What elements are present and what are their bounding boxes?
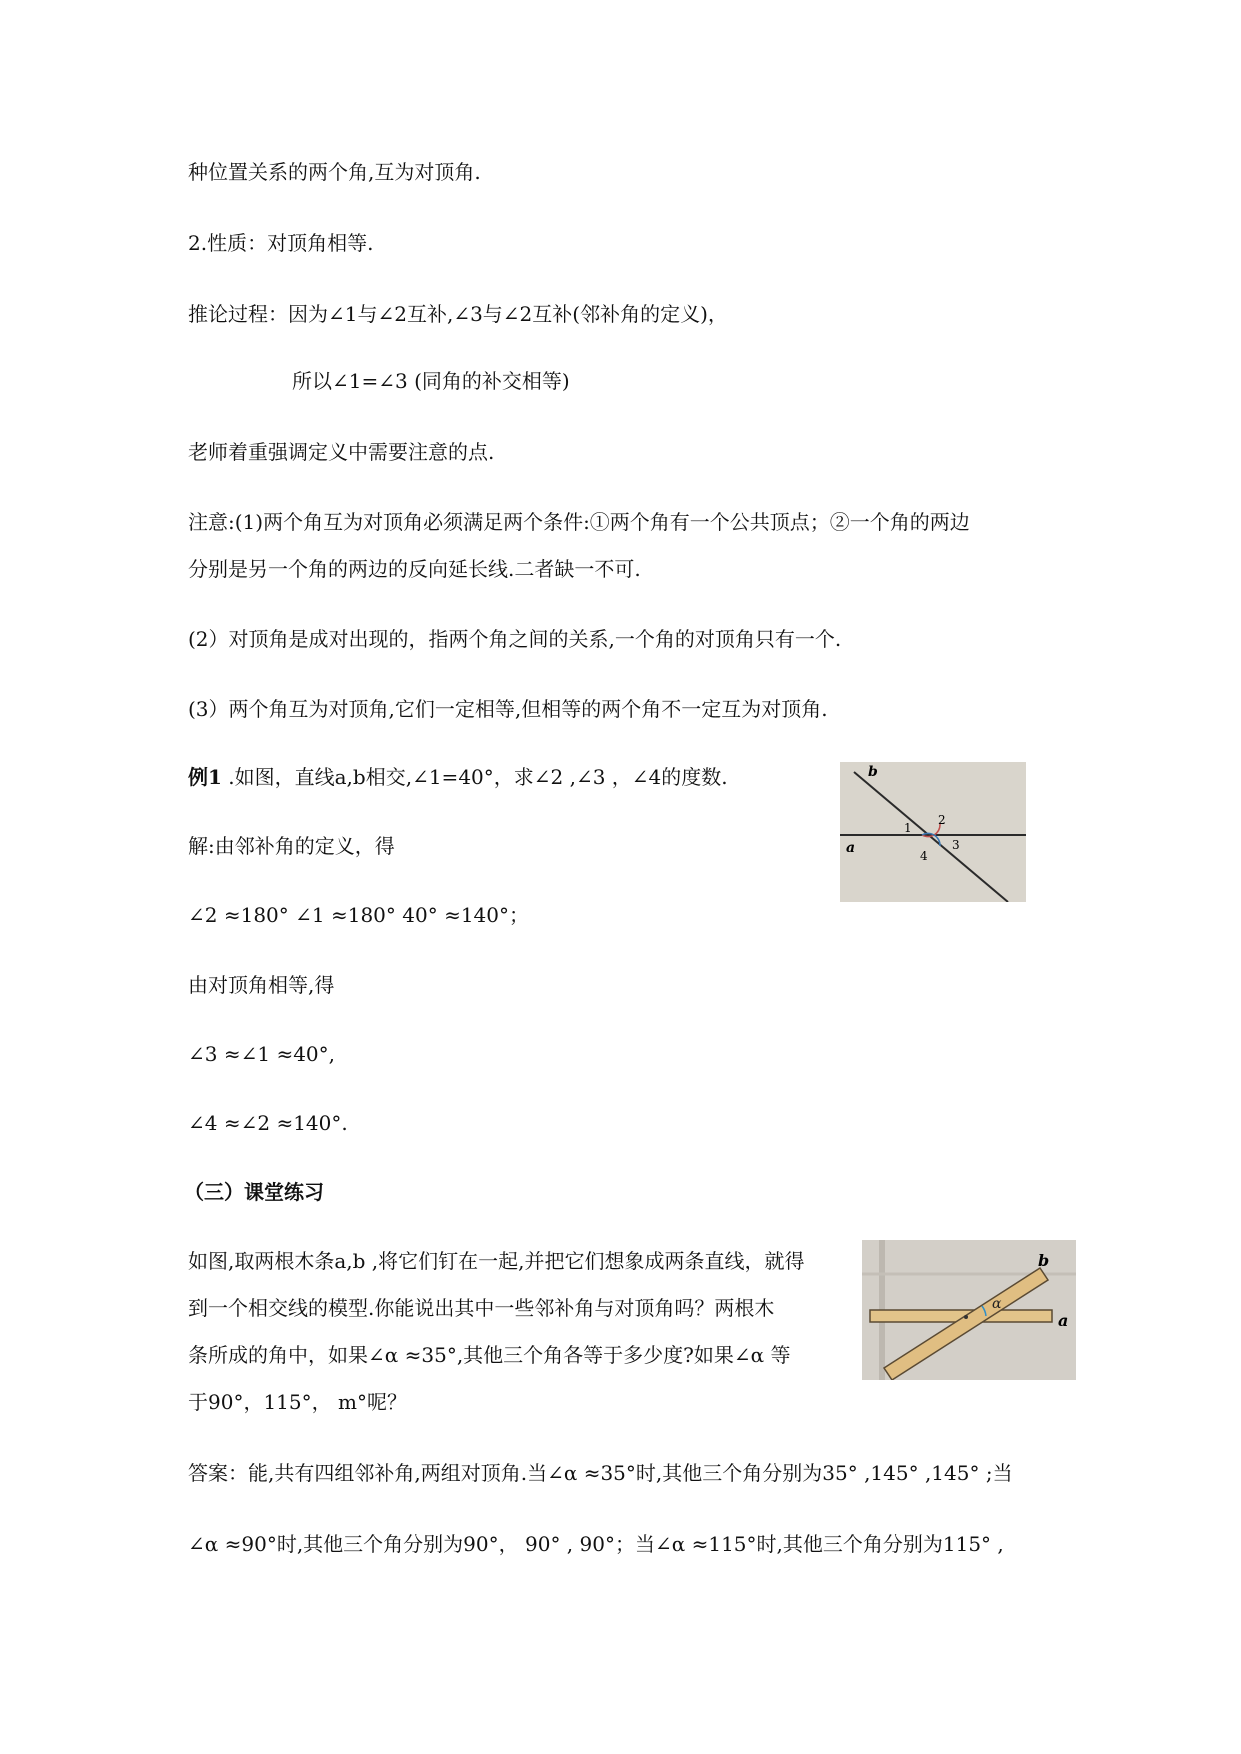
- text-line-18: 到一个相交线的模型.你能说出其中一些邻补角与对顶角吗？两根木: [188, 1296, 775, 1320]
- text-line-7: 分别是另一个角的两边的反向延长线.二者缺一不可.: [188, 557, 641, 581]
- text-line-11: 解:由邻补角的定义，得: [188, 834, 395, 858]
- fig2-label-b: b: [1038, 1251, 1050, 1270]
- wooden-sticks-diagram: [862, 1240, 1076, 1380]
- example-text: .如图，直线a,b相交,∠1=40°，求∠2 ,∠3 ，∠4的度数.: [221, 765, 728, 789]
- text-line-3: 推论过程：因为∠1与∠2互补,∠3与∠2互补(邻补角的定义)，: [188, 302, 728, 326]
- text-line-5: 老师着重强调定义中需要注意的点.: [188, 440, 495, 464]
- text-line-15: ∠4 ≈∠2 ≈140°.: [188, 1111, 348, 1135]
- fig2-label-alpha: α: [992, 1296, 1002, 1312]
- text-line-19: 条所成的角中，如果∠α ≈35°,其他三个角各等于多少度?如果∠α 等: [188, 1343, 791, 1367]
- fig1-label-a: a: [846, 840, 856, 856]
- text-line-8: (2）对顶角是成对出现的，指两个角之间的关系,一个角的对顶角只有一个.: [188, 627, 842, 651]
- intersecting-lines-diagram: [840, 762, 1026, 902]
- example-heading: [188, 762, 728, 792]
- text-line-6: 注意:(1)两个角互为对顶角必须满足两个条件:①两个角有一个公共顶点；②一个角的两边: [188, 510, 970, 534]
- text-line-20: 于90°，115°， m°呢？: [188, 1390, 407, 1414]
- fig1-label-b: b: [868, 764, 878, 780]
- fig2-label-a: a: [1058, 1311, 1069, 1330]
- text-line-13: 由对顶角相等,得: [188, 973, 335, 997]
- wooden-sticks-figure: [862, 1240, 1076, 1380]
- intersecting-lines-figure: [840, 762, 1026, 902]
- text-line-22: ∠α ≈90°时,其他三个角分别为90°， 90° , 90°；当∠α ≈115°时,其他三个角分别为115° ,: [188, 1532, 1004, 1556]
- fig1-angle-3: 3: [952, 838, 960, 852]
- fig1-angle-1: 1: [904, 821, 912, 835]
- text-line-21: 答案：能,共有四组邻补角,两组对顶角.当∠α ≈35°时,其他三个角分别为35° ,145° ,145° ;当: [188, 1461, 1013, 1485]
- text-line-2: 2.性质：对顶角相等.: [188, 231, 374, 255]
- text-line-14: ∠3 ≈∠1 ≈40°,: [188, 1042, 336, 1066]
- text-line-12: ∠2 ≈180° ∠1 ≈180° 40° ≈140°；: [188, 903, 529, 927]
- text-line-17: 如图,取两根木条a,b ,将它们钉在一起,并把它们想象成两条直线，就得: [188, 1249, 805, 1273]
- fig1-angle-4: 4: [920, 849, 928, 863]
- section-heading: （三）课堂练习: [184, 1180, 324, 1204]
- text-line-1: 种位置关系的两个角,互为对顶角.: [188, 160, 481, 184]
- text-line-4: 所以∠1=∠3 (同角的补交相等): [292, 369, 570, 393]
- text-line-9: (3）两个角互为对顶角,它们一定相等,但相等的两个角不一定互为对顶角.: [188, 697, 828, 721]
- fig1-angle-2: 2: [938, 813, 946, 827]
- example-label: 例1: [188, 765, 222, 789]
